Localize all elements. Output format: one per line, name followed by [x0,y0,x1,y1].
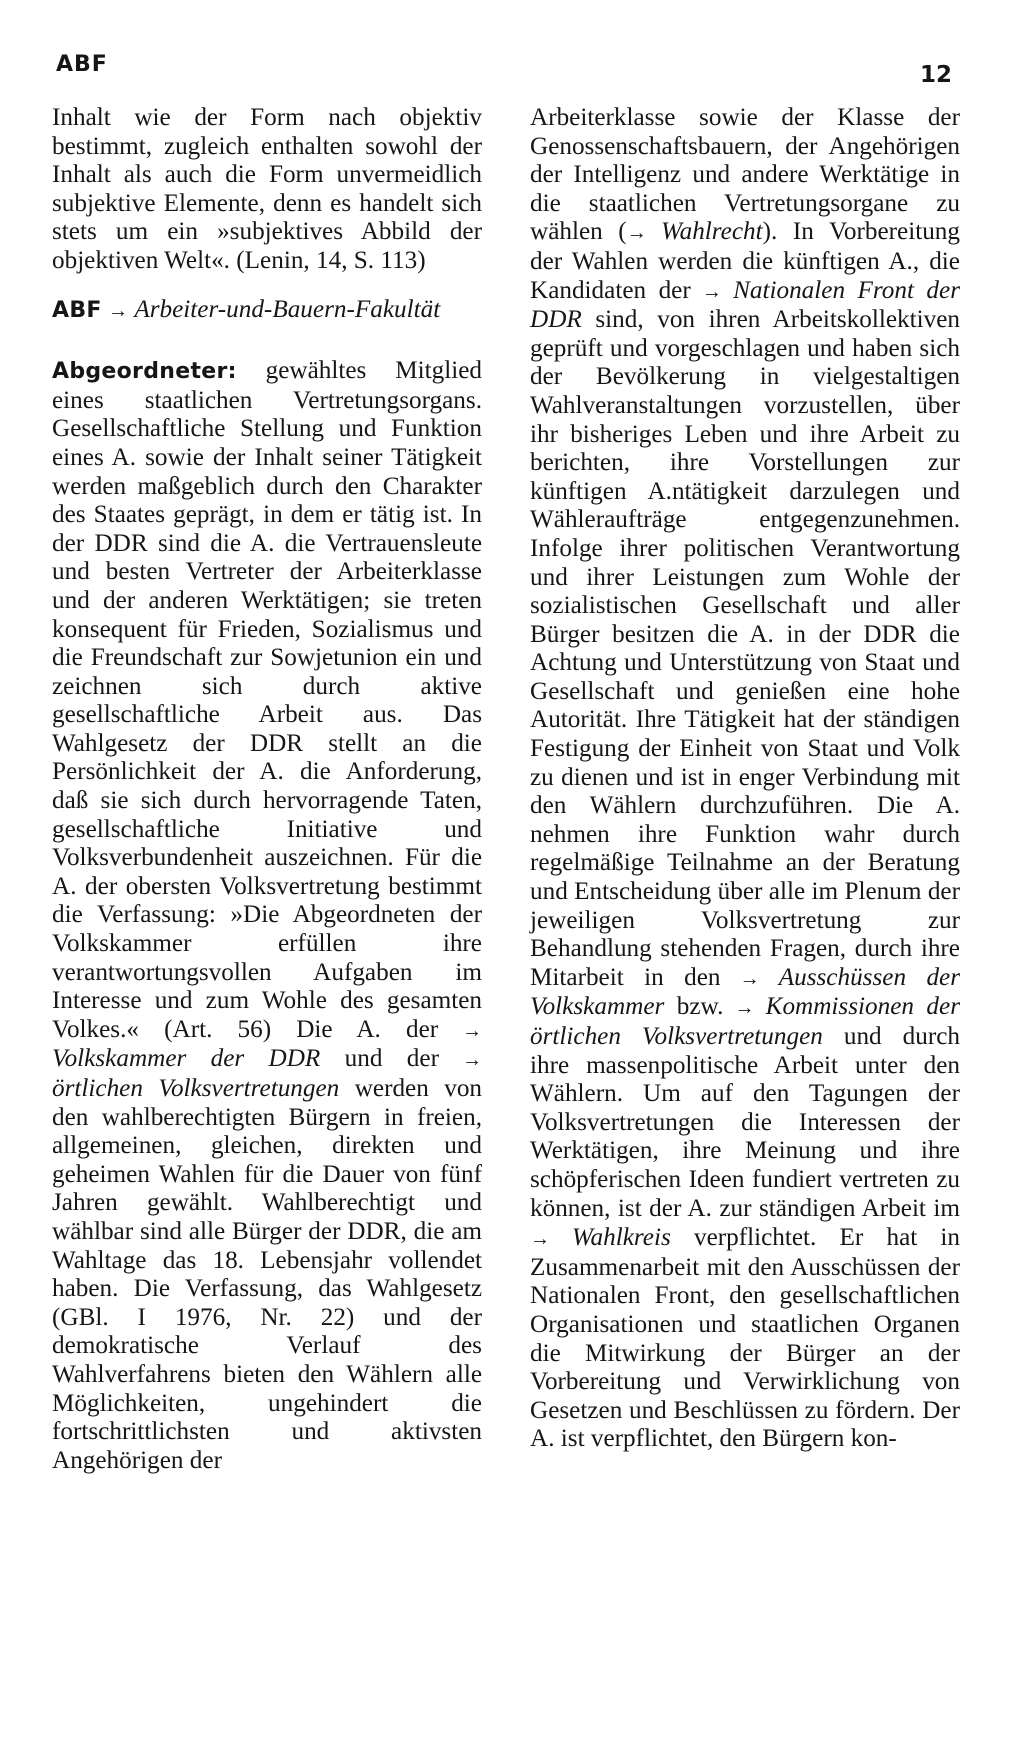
cross-reference[interactable]: Kommissionen der örtlichen Volksvertretungen [530,993,960,1050]
cross-reference-arrow-icon: → [723,997,766,1020]
cross-reference[interactable]: Volkskammer der DDR [52,1045,321,1073]
entry-headword: Abgeordneter: [52,359,237,385]
entry-text: Arbeiterklasse sowie der Klasse der Genossenschaftsbauern, der Angehörigen der Intelligenz und andere Werktätige in die staatlichen Vertretungsorgane zu wählen ( [530,104,960,246]
cross-reference-arrow-icon: → [690,280,734,303]
entry-text: werden von den wahlberechtigten Bürgern in freien, allgemeinen, gleichen, direkten und geheimen Wahlen für die Dauer von fünf Jahren gewählt. Wahlberechtigt und wählbar sind alle Bürger der DDR, die am Wahltage das 18. Lebensjahr vollendet haben. Die Verfassung, das Wahlgesetz (GBl. I 1976, Nr. 22) und der demokratische Verlauf des Wahlverfahrens bieten den Wählern alle Möglichkeiten, ungehindert die fortschrittlichsten und aktivsten Angehörigen der [52,1075,483,1474]
page-header [52,50,956,90]
entry-text: und der [344,1045,439,1073]
entry-abf [52,296,482,326]
cross-reference[interactable]: Arbeiter-und-Bauern-Fakultät [134,295,441,323]
cross-reference-arrow-icon: → [720,967,779,990]
entry-text: und durch ihre massenpolitische Arbeit unter den Wählern. Um auf den Tagungen der Volksvertretungen die Interessen der Werktätigen, ihre Meinung und ihre schöpferischen Ideen fundiert vertreten zu können, ist der A. zur ständigen Arbeit im [530,1023,960,1222]
page-number: 12 [919,62,952,88]
continuation-paragraph: Inhalt wie der Form nach objektiv bestimmt, zugleich enthalten sowohl der Inhalt als auch die Form unvermeidlich subjektive Elemente, denn es handelt sich stets um ein »subjektives Abbild der objektiven Welt«. (Lenin, 14, S. 113) [52,104,482,274]
entry-text: bzw. [676,993,724,1021]
left-column [52,104,482,1475]
cross-reference[interactable]: Wahlrecht [660,218,763,246]
cross-reference[interactable]: Ausschüssen der Volkskammer [530,963,961,1021]
entry-abgeordneter [52,357,482,1475]
cross-reference[interactable]: örtlichen Volksvertretungen [52,1075,340,1102]
cross-reference-arrow-icon: → [530,1228,572,1251]
cross-reference-arrow-icon: → [438,1049,483,1072]
entry-text: ). In Vorbereitung der Wahlen werden die künftigen A., die Kandidaten der [530,218,960,304]
entry-text: verpflichtet. Er hat in Zusammenarbeit mit den Ausschüssen der Nationalen Front, den gesellschaftlichen Organisationen und staatlichen Organen die Mitwirkung der Bürger an der Vorbereitung und Verwirklichung von Gesetzen und Beschlüssen zu fördern. Der A. ist verpflichtet, den Bürgern kon- [530,1224,961,1453]
running-head: ABF [56,52,108,77]
cross-reference-arrow-icon: → [108,299,129,322]
right-column [530,104,960,1454]
entry-abgeordneter-continued [530,104,960,1454]
cross-reference-arrow-icon: → [438,1019,482,1042]
entry-text: gewähltes Mitglied eines staatlichen Vertretungsorgans. Gesellschaftliche Stellung und Funktion eines A. sowie der Inhalt seiner Tätigkeit werden maßgeblich durch den Charakter des Staates geprägt, in dem er tätig ist. In der DDR sind die A. die Vertrauensleute und besten Vertreter der Arbeiterklasse und der anderen Werktätigen; sie treten konsequent für Frieden, Sozialismus und die Freundschaft zur Sowjetunion ein und zeichnen sich durch aktive gesellschaftliche Arbeit aus. Das Wahlgesetz der DDR stellt an die Persönlichkeit der A. die Anforderung, daß sie sich durch hervorragende Taten, gesellschaftliche Initiative und Volksverbundenheit auszeichnen. Für die A. der obersten Volksvertretung bestimmt die Verfassung: »Die Abgeordneten der Volkskammer erfüllen ihre verantwortungsvollen Aufgaben im Interesse und zum Wohle des gesamten Volkes.« (Art. 56) Die A. der [52,357,483,1043]
cross-reference-arrow-icon: → [626,222,661,245]
cross-reference[interactable]: Wahlkreis [571,1224,671,1252]
entry-headword: ABF [52,297,102,323]
entry-text: sind, von ihren Arbeitskollektiven geprüft und vorgeschlagen und haben sich der Bevölkerung in vielgestaltigen Wahlveranstaltungen vorzustellen, über ihr bisheriges Leben und ihre Arbeit zu berichten, ihre Vorstellungen zur künftigen A.ntätigkeit darzulegen und Wähleraufträge entgegenzunehmen. Infolge ihrer politischen Verantwortung und ihrer Leistungen zum Wohle der sozialistischen Gesellschaft und aller Bürger besitzen die A. in der DDR die Achtung und Unterstützung von Staat und Gesellschaft und genießen eine hohe Autorität. Ihre Tätigkeit hat der ständigen Festigung der Einheit von Staat und Volk zu dienen und ist in enger Verbindung mit den Wählern durchzuführen. Die A. nehmen ihre Funktion wahr durch regelmäßige Teilnahme an der Beratung und Entscheidung über alle im Plenum der jeweiligen Volksvertretung zur Behandlung stehenden Fragen, durch ihre Mitarbeit in den [530,306,961,991]
cross-reference[interactable]: Nationalen Front der DDR [530,276,960,334]
